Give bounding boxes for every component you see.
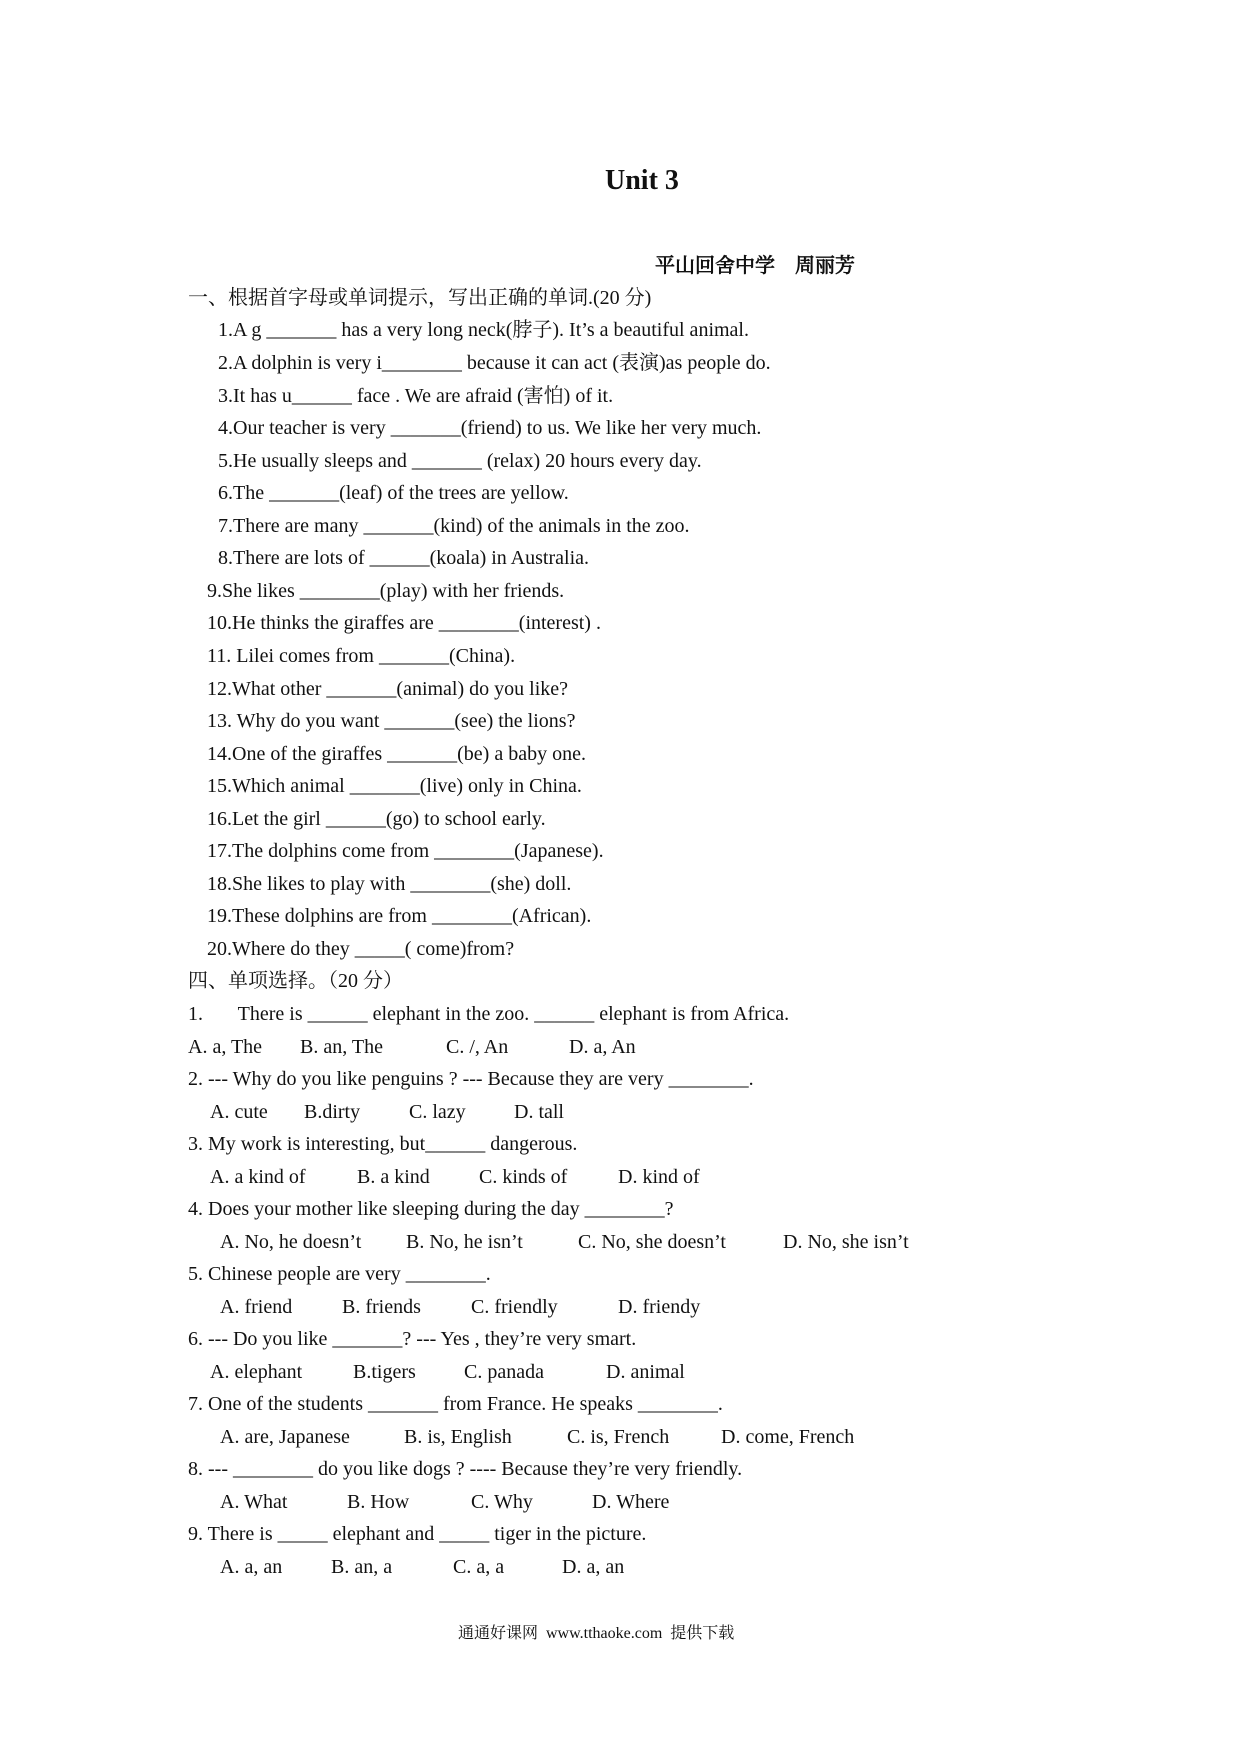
list-item: 7.There are many _______(kind) of the animals in the zoo. [218,515,690,537]
option: D. Where [592,1491,670,1513]
author-line: 平山回舍中学 周丽芳 [655,255,855,277]
list-item: 3.It has u______ face . We are afraid (害怕) of it. [218,385,614,407]
list-item: 11. Lilei comes from _______(China). [207,645,516,667]
list-item: 14.One of the giraffes _______(be) a baby one. [207,743,586,765]
list-item: 16.Let the girl ______(go) to school early. [207,808,546,830]
list-item: 1.A g _______ has a very long neck(脖子). It’s a beautiful animal. [218,319,749,341]
list-item: 13. Why do you want _______(see) the lions? [207,710,576,732]
option: C. a, a [453,1556,505,1578]
option: A. elephant [210,1361,303,1383]
option: C. kinds of [479,1166,568,1188]
list-item: 5.He usually sleeps and _______ (relax) 20 hours every day. [218,450,702,472]
option: A. a kind of [210,1166,306,1188]
list-item: 10.He thinks the giraffes are ________(interest) . [207,612,601,634]
section1-heading: 一、根据首字母或单词提示，写出正确的单词.(20 分) [188,287,652,309]
list-item: 4.Our teacher is very _______(friend) to us. We like her very much. [218,417,762,439]
list-item: 8.There are lots of ______(koala) in Australia. [218,547,589,569]
option: D. a, An [569,1036,636,1058]
list-item: 20.Where do they _____( come)from? [207,938,515,960]
list-item: 9.She likes ________(play) with her friends. [207,580,565,602]
section4-heading: 四、单项选择。（20 分） [188,970,403,992]
option: D. tall [514,1101,564,1123]
option: A. cute [210,1101,268,1123]
option: A. a, The [188,1036,263,1058]
option: A. a, an [220,1556,283,1578]
question-text: 2. --- Why do you like penguins ? --- Because they are very ________. [188,1068,754,1090]
option: B. an, The [300,1036,383,1058]
option: C. is, French [567,1426,670,1448]
question-text: 1. There is ______ elephant in the zoo. ______ elephant is from Africa. [188,1003,790,1025]
option: B. is, English [404,1426,512,1448]
option: A. What [220,1491,288,1513]
option: C. /, An [446,1036,509,1058]
option: B. friends [342,1296,421,1318]
option: B.dirty [304,1101,361,1123]
question-text: 3. My work is interesting, but______ dangerous. [188,1133,578,1155]
option: D. friendy [618,1296,701,1318]
footer-text: 通通好课网 www.tthaoke.com 提供下载 [458,1625,735,1642]
list-item: 17.The dolphins come from ________(Japanese). [207,840,604,862]
option: D. come, French [721,1426,855,1448]
option: B. How [347,1491,410,1513]
option: C. friendly [471,1296,558,1318]
list-item: 18.She likes to play with ________(she) doll. [207,873,572,895]
option: C. panada [464,1361,544,1383]
option: D. kind of [618,1166,700,1188]
list-item: 6.The _______(leaf) of the trees are yellow. [218,482,569,504]
option: D. No, she isn’t [783,1231,909,1253]
question-text: 8. --- ________ do you like dogs ? ---- Because they’re very friendly. [188,1458,743,1480]
list-item: 12.What other _______(animal) do you like? [207,678,569,700]
option: B. a kind [357,1166,430,1188]
list-item: 15.Which animal _______(live) only in China. [207,775,582,797]
option: B.tigers [353,1361,416,1383]
question-text: 6. --- Do you like _______? --- Yes , they’re very smart. [188,1328,637,1350]
list-item: 19.These dolphins are from ________(African). [207,905,592,927]
question-text: 5. Chinese people are very ________. [188,1263,491,1285]
option: A. are, Japanese [220,1426,350,1448]
option: A. No, he doesn’t [220,1231,362,1253]
option: D. a, an [562,1556,625,1578]
question-text: 7. One of the students _______ from France. He speaks ________. [188,1393,723,1415]
option: C. No, she doesn’t [578,1231,726,1253]
option: C. lazy [409,1101,466,1123]
option: B. No, he isn’t [406,1231,523,1253]
option: B. an, a [331,1556,393,1578]
list-item: 2.A dolphin is very i________ because it can act (表演)as people do. [218,352,771,374]
question-text: 9. There is _____ elephant and _____ tiger in the picture. [188,1523,647,1545]
option: A. friend [220,1296,293,1318]
question-text: 4. Does your mother like sleeping during the day ________? [188,1198,674,1220]
page-title: Unit 3 [605,165,679,196]
option: D. animal [606,1361,685,1383]
option: C. Why [471,1491,533,1513]
